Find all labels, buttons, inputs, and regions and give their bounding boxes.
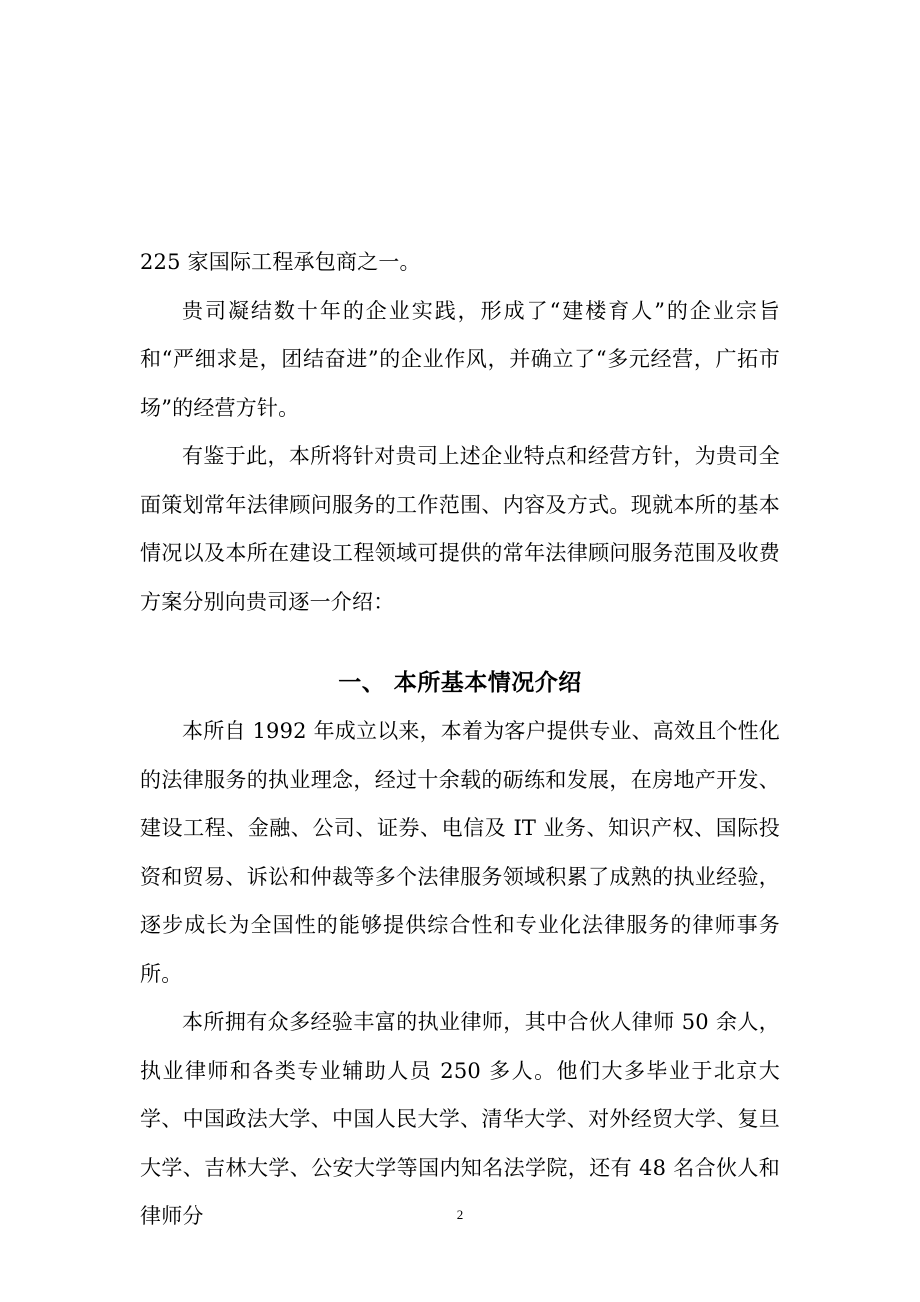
paragraph-service-intro: 有鉴于此，本所将针对贵司上述企业特点和经营方针，为贵司全面策划常年法律顾问服务的工作范围、内容及方式。现就本所的基本情况以及本所在建设工程领域可提供的常年法律顾问服务范围及收费方案分别向贵司逐一介绍： <box>140 444 780 614</box>
paragraph-firm-history: 本所自 1992 年成立以来，本着为客户提供专业、高效且个性化的法律服务的执业理念，经过十余载的砺练和发展，在房地产开发、建设工程、金融、公司、证券、电信及 IT 业务、知识产权、国际投资和贸易、诉讼和仲裁等多个法律服务领域积累了成熟的执业经验，逐步成长为全国性的能够提供综合性和专业化法律服务的律师事务所。 <box>140 719 780 986</box>
section-heading: 一、 本所基本情况介绍 <box>338 670 582 696</box>
paragraph-continuation: 225 家国际工程承包商之一。 <box>140 250 421 274</box>
page-number: 2 <box>456 1207 464 1222</box>
paragraph-firm-lawyers: 本所拥有众多经验丰富的执业律师，其中合伙人律师 50 余人，执业律师和各类专业辅助人员 250 多人。他们大多毕业于北京大学、中国政法大学、中国人民大学、清华大学、对外经贸大学、复旦大学、吉林大学、公安大学等国内知名法学院，还有 48 名合伙人和律师分 <box>140 1010 780 1228</box>
paragraph-company-culture: 贵司凝结数十年的企业实践，形成了“建楼育人”的企业宗旨和“严细求是，团结奋进”的企业作风，并确立了“多元经营，广拓市场”的经营方针。 <box>140 298 780 420</box>
page-content <box>140 238 780 1241</box>
